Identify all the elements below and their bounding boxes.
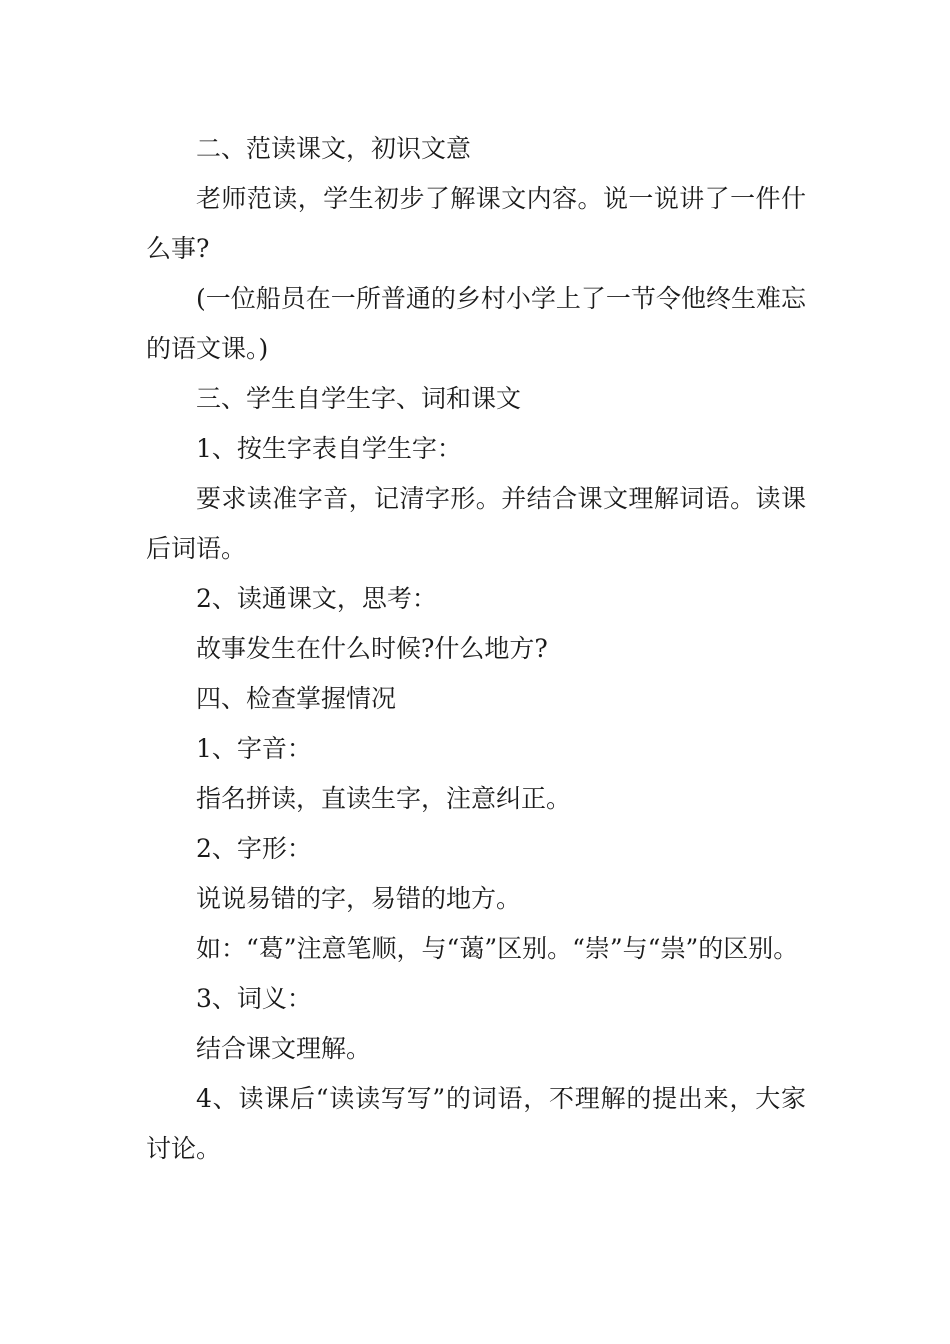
section-heading-2: 二、范读课文，初识文意 (196, 134, 472, 163)
paragraph: 结合课文理解。 (196, 1034, 372, 1063)
section-heading-4: 四、检查掌握情况 (196, 684, 397, 713)
paragraph: (一位船员在一所普通的乡村小学上了一节令他终生难忘的语文课。) (146, 284, 806, 363)
paragraph: 指名拼读，直读生字，注意纠正。 (196, 784, 572, 813)
paragraph: 2、读通课文，思考： (196, 584, 437, 613)
document-body (146, 124, 806, 1174)
section-heading-3: 三、学生自学生字、词和课文 (196, 384, 522, 413)
paragraph: 3、词义： (196, 984, 312, 1013)
paragraph: 老师范读，学生初步了解课文内容。说一说讲了一件什么事? (146, 184, 806, 263)
paragraph: 4、读课后“读读写写”的词语，不理解的提出来，大家讨论。 (146, 1084, 806, 1163)
paragraph: 说说易错的字，易错的地方。 (196, 884, 522, 913)
paragraph: 1、按生字表自学生字： (196, 434, 462, 463)
paragraph: 故事发生在什么时候?什么地方? (196, 634, 548, 663)
paragraph: 2、字形： (196, 834, 312, 863)
paragraph: 要求读准字音，记清字形。并结合课文理解词语。读课后词语。 (146, 484, 806, 563)
paragraph: 1、字音： (196, 734, 312, 763)
paragraph: 如：“葛”注意笔顺，与“蔼”区别。“崇”与“祟”的区别。 (196, 934, 799, 963)
